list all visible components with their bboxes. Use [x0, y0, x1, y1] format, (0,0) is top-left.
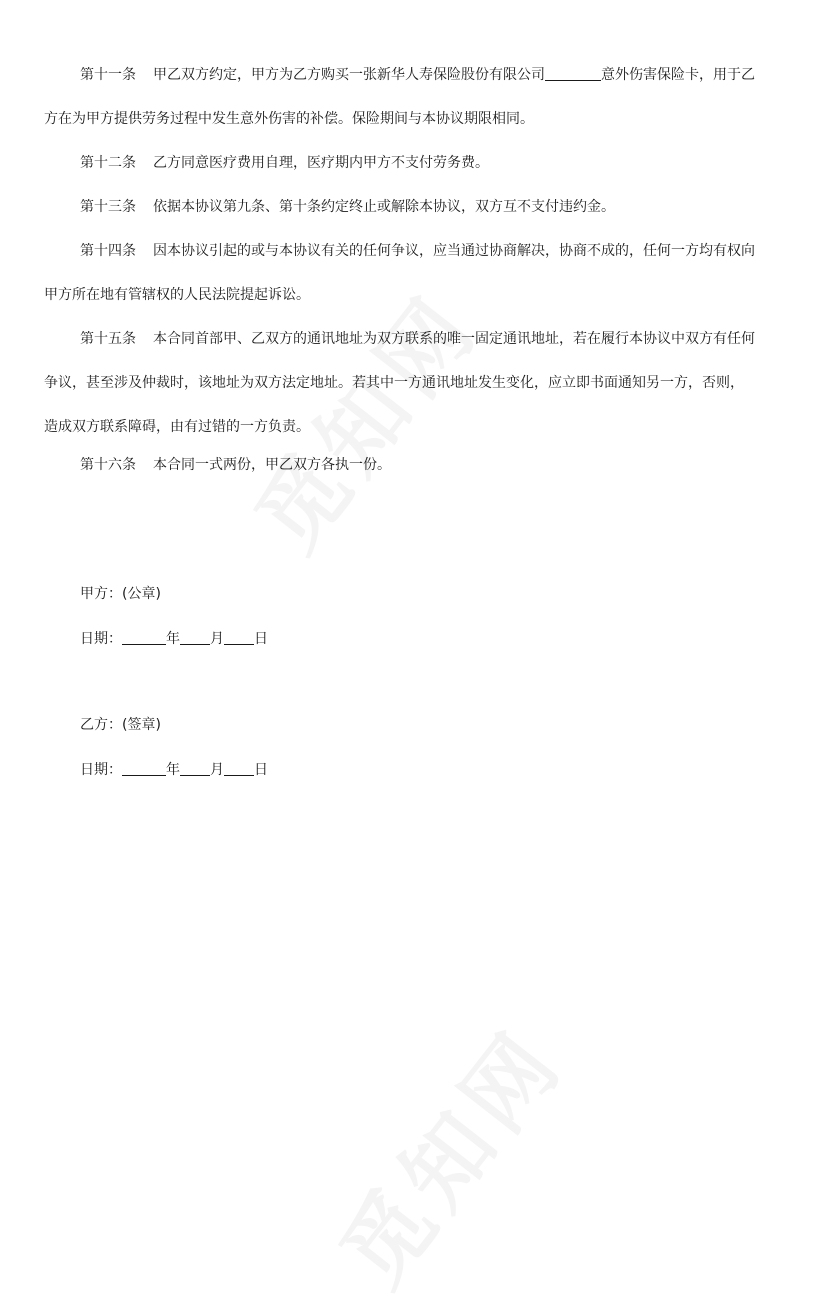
party-b-date — [80, 760, 268, 780]
year-blank — [122, 630, 166, 645]
party-a-date — [80, 629, 268, 649]
article-14 — [44, 229, 786, 317]
article-11-line-1 — [80, 53, 786, 97]
article-number: 第十二条 — [80, 155, 136, 171]
month-blank — [180, 630, 210, 645]
year-blank — [122, 761, 166, 776]
party-b-sign-label: 乙方：(签章) — [80, 717, 161, 733]
article-12 — [80, 141, 786, 185]
article-number: 第十三条 — [80, 199, 136, 215]
year-label: 年 — [166, 631, 180, 647]
year-label: 年 — [166, 762, 180, 778]
article-16-line-1 — [80, 443, 786, 487]
watermark — [307, 998, 587, 1307]
article-16 — [80, 443, 786, 487]
article-15-line-1 — [80, 317, 786, 361]
article-13 — [80, 185, 786, 229]
article-text: 乙方同意医疗费用自理，医疗期内甲方不支付劳务费。 — [153, 155, 489, 171]
article-12-line-1 — [80, 141, 786, 185]
day-blank — [224, 761, 254, 776]
article-15 — [44, 317, 786, 449]
month-label: 月 — [210, 631, 224, 647]
article-text: 甲方所在地有管辖权的人民法院提起诉讼。 — [44, 287, 310, 303]
month-label: 月 — [210, 762, 224, 778]
article-text: 本合同一式两份，甲乙双方各执一份。 — [153, 457, 391, 473]
article-text: 依据本协议第九条、第十条约定终止或解除本协议，双方互不支付违约金。 — [153, 199, 615, 215]
party-a-seal-label: 甲方：(公章) — [80, 586, 161, 602]
company-blank — [545, 66, 601, 81]
article-number: 第十五条 — [80, 331, 136, 347]
article-number: 第十六条 — [80, 457, 136, 473]
article-text: 因本协议引起的或与本协议有关的任何争议，应当通过协商解决，协商不成的，任何一方均有权向 — [153, 243, 755, 259]
day-label: 日 — [254, 762, 268, 778]
article-text: 争议，甚至涉及仲裁时，该地址为双方法定地址。若其中一方通讯地址发生变化，应立即书面通知另一方，否则， — [44, 375, 744, 391]
date-label: 日期： — [80, 631, 122, 647]
day-blank — [224, 630, 254, 645]
article-text: 方在为甲方提供劳务过程中发生意外伤害的补偿。保险期间与本协议期限相同。 — [44, 111, 534, 127]
article-text: 本合同首部甲、乙双方的通讯地址为双方联系的唯一固定通讯地址，若在履行本协议中双方有任何 — [153, 331, 755, 347]
month-blank — [180, 761, 210, 776]
article-13-line-1 — [80, 185, 786, 229]
article-text: 造成双方联系障碍，由有过错的一方负责。 — [44, 419, 310, 435]
article-number: 第十四条 — [80, 243, 136, 259]
article-number: 第十一条 — [80, 67, 136, 83]
article-11 — [44, 53, 786, 141]
article-text: 意外伤害保险卡，用于乙 — [601, 67, 755, 83]
date-label: 日期： — [80, 762, 122, 778]
article-text: 甲乙双方约定，甲方为乙方购买一张新华人寿保险股份有限公司 — [153, 67, 545, 83]
article-14-line-1 — [80, 229, 786, 273]
day-label: 日 — [254, 631, 268, 647]
